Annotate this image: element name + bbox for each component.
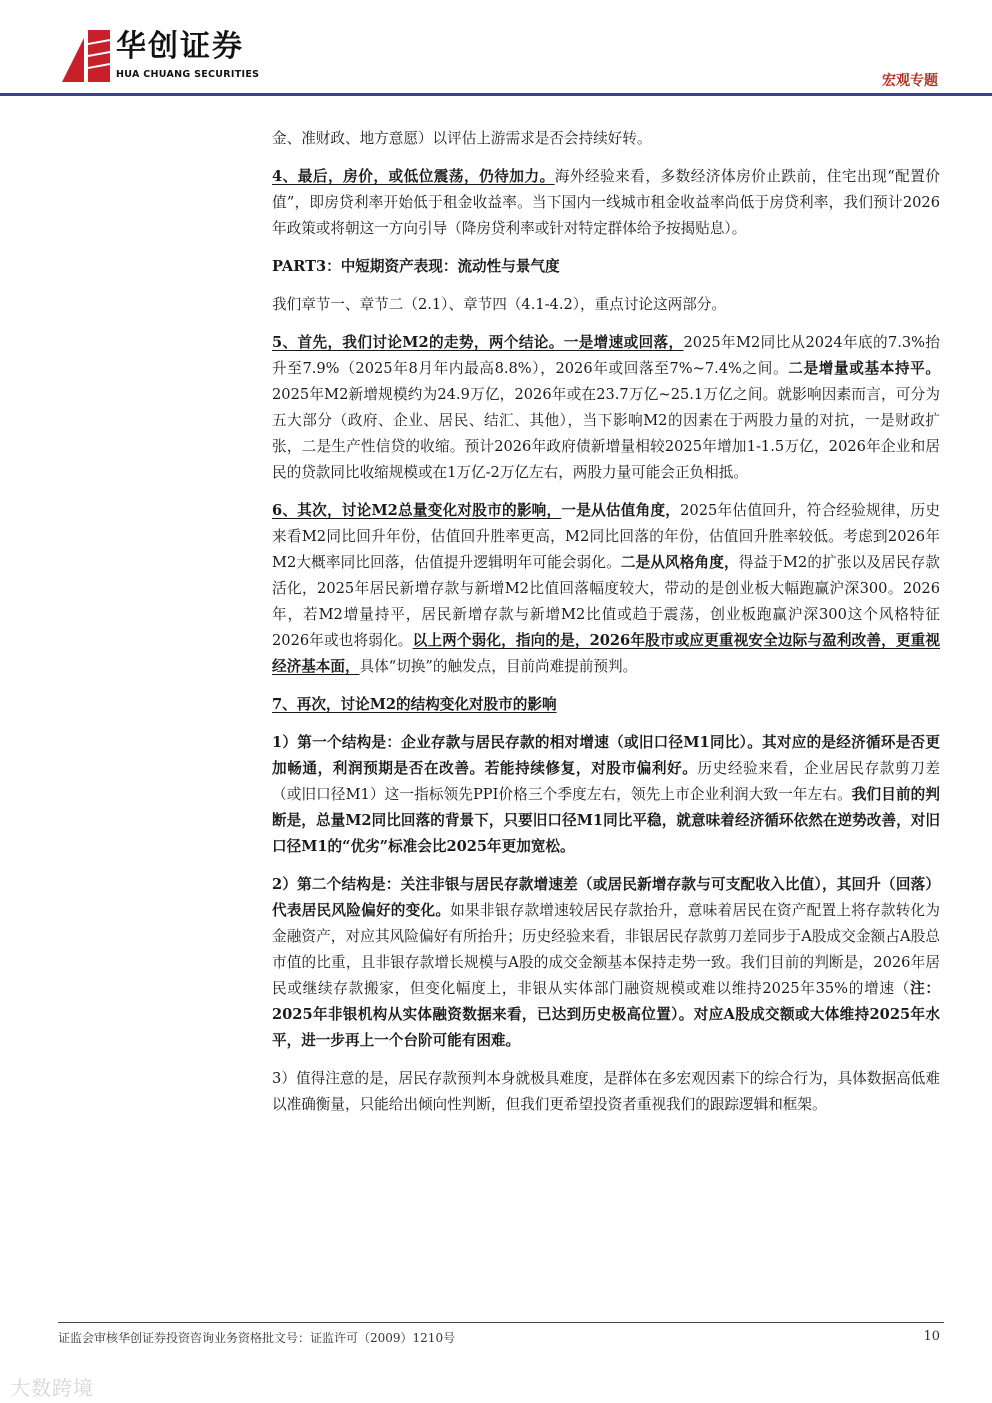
part3-heading: PART3：中短期资产表现：流动性与景气度 [272,258,560,275]
point-6-conclusion: 以上两个弱化，指向的是，2026年股市或应更重视安全边际与盈利改善，更重视经济基本面， [272,632,940,675]
point-7-heading [272,692,940,718]
watermark-text: 大数跨境 [10,1376,94,1400]
structure-2-text: 如果非银存款增速较居民存款抬升，意味着居民在资产配置上将存款转化为金融资产，对应其风险偏好有所抬升；历史经验来看，非银居民存款剪刀差同步于A股成交金额占A股总市值的比重，且非银存款增长规模与A股的成交金额基本保持走势一致。我们目前的判断是，2026年居民或继续存款搬家，但变化幅度上，非银从实体部门融资规模或难以维持2025年35%的增速（ [272,902,940,997]
point-7-heading-text: 7、再次，讨论M2的结构变化对股市的影响 [272,696,557,713]
report-category-tag: 宏观专题 [882,73,938,89]
point-5-text-1: 2025年M2同比从2024年底的7.3%抬升至7.9%（2025年8月年内最高8.8%），2026年或回落至7%~7.4%之间。 [272,334,941,377]
point-6-heading: 6、其次，讨论M2总量变化对股市的影响， [272,502,562,519]
point-4-text: 海外经验来看，多数经济体房价止跌前，住宅出现“配置价值”，即房贷利率开始低于租金收益率。当下国内一线城市租金收益率尚低于房贷利率，我们预计2026年政策或将朝这一方向引导（降房贷利率或针对特定群体给予按揭贴息）。 [272,168,941,237]
point-6-text-2: 得益于M2的扩张以及居民存款活化，2025年居民新增存款与新增M2比值回落幅度较大，带动的是创业板大幅跑赢沪深300。2026年，若M2增量持平，居民新增存款与新增M2比值或趋于震荡，创业板跑赢沪深300这个风格特征2026年或也将弱化。 [272,554,940,649]
hua-chuang-logo-icon [62,30,110,82]
report-body [272,126,940,1130]
point-6-text-3: 具体“切换”的触发点，目前尚难提前预判。 [359,658,638,675]
paragraph-chapters: 我们章节一、章节二（2.1）、章节四（4.1-4.2），重点讨论这两部分。 [272,296,726,313]
paragraph-note-3: 3）值得注意的是，居民存款预判本身就极具难度，是群体在多宏观因素下的综合行为，具体数据高低难以准确衡量，只能给出倾向性判断，但我们更希望投资者重视我们的跟踪逻辑和框架。 [272,1070,940,1113]
paragraph-continuation [272,126,940,152]
footer-divider [58,1322,944,1323]
paragraph-structure-1 [272,730,940,860]
logo-english-name: HUA CHUANG SECURITIES [116,69,260,80]
structure-1-bold-1: 1）第一个结构是：企业存款与居民存款的相对增速（或旧口径M1同比）。其对应的是经济循环是否更加畅通，利润预期是否在改善。若能持续修复，对股市偏利好。 [272,734,940,777]
point-6-bold-2: 二是从风格角度， [620,554,739,571]
paragraph-structure-2 [272,872,940,1054]
point-6-bold-1: 一是从估值角度， [561,502,681,519]
paragraph-m2-equity [272,498,940,680]
page-header [0,0,992,96]
paragraph-m2-trend [272,330,940,486]
point-5-heading: 5、首先，我们讨论M2的走势，两个结论。一是增速或回落， [272,334,684,351]
structure-1-bold-2: 我们目前的判断是，总量M2同比回落的背景下，只要旧口径M1同比平稳，就意味着经济循环依然在逆势改善，对旧口径M1的“优劣”标准会比2025年更加宽松。 [272,786,940,855]
structure-2-bold-1: 2）第二个结构是：关注非银与居民存款增速差（或居民新增存款与可支配收入比值），其回升（回落）代表居民风险偏好的变化。 [272,876,940,919]
watermark [10,1372,94,1401]
text: 金、准财政、地方意愿）以评估上游需求是否会持续好转。 [272,130,652,147]
structure-2-bold-2: 注：2025年非银机构从实体融资数据来看，已达到历史极高位置）。对应A股成交额或大体维持2025年水平，进一步再上一个台阶可能有困难。 [272,980,940,1049]
point-6-text-1: 2025年估值回升，符合经验规律，历史来看M2同比回升年份，估值回升胜率更高，M2同比回落的年份，估值回升胜率较低。考虑到2026年M2大概率同比回落，估值提升逻辑明年可能会弱化。 [272,502,940,571]
structure-1-text: 历史经验来看，企业居民存款剪刀差（或旧口径M1）这一指标领先PPI价格三个季度左右，领先上市企业利润大致一年左右。 [272,760,940,803]
page-number: 10 [923,1329,940,1344]
paragraph-housing [272,164,940,242]
header-divider [0,93,992,96]
logo-chinese-name: 华创证券 [116,29,244,64]
point-5-text-2: 2025年M2新增规模约为24.9万亿，2026年或在23.7万亿~25.1万亿之间。就影响因素而言，可分为五大部分（政府、企业、居民、结汇、其他），当下影响M2的因素在于两股力量的对抗，一是财政扩张，二是生产性信贷的收缩。预计2026年政府债新增量相较2025年增加1-1.5万亿，2026年企业和居民的贷款同比收缩规模或在1万亿-2万亿左右，两股力量可能会正负相抵。 [272,386,940,481]
point-5-bold: 二是增量或基本持平。 [788,360,940,377]
footer-license: 证监会审核华创证券投资咨询业务资格批文号：证监许可（2009）1210号 [58,1331,456,1345]
point-4-heading: 4、最后，房价，或低位震荡，仍待加力。 [272,168,555,185]
